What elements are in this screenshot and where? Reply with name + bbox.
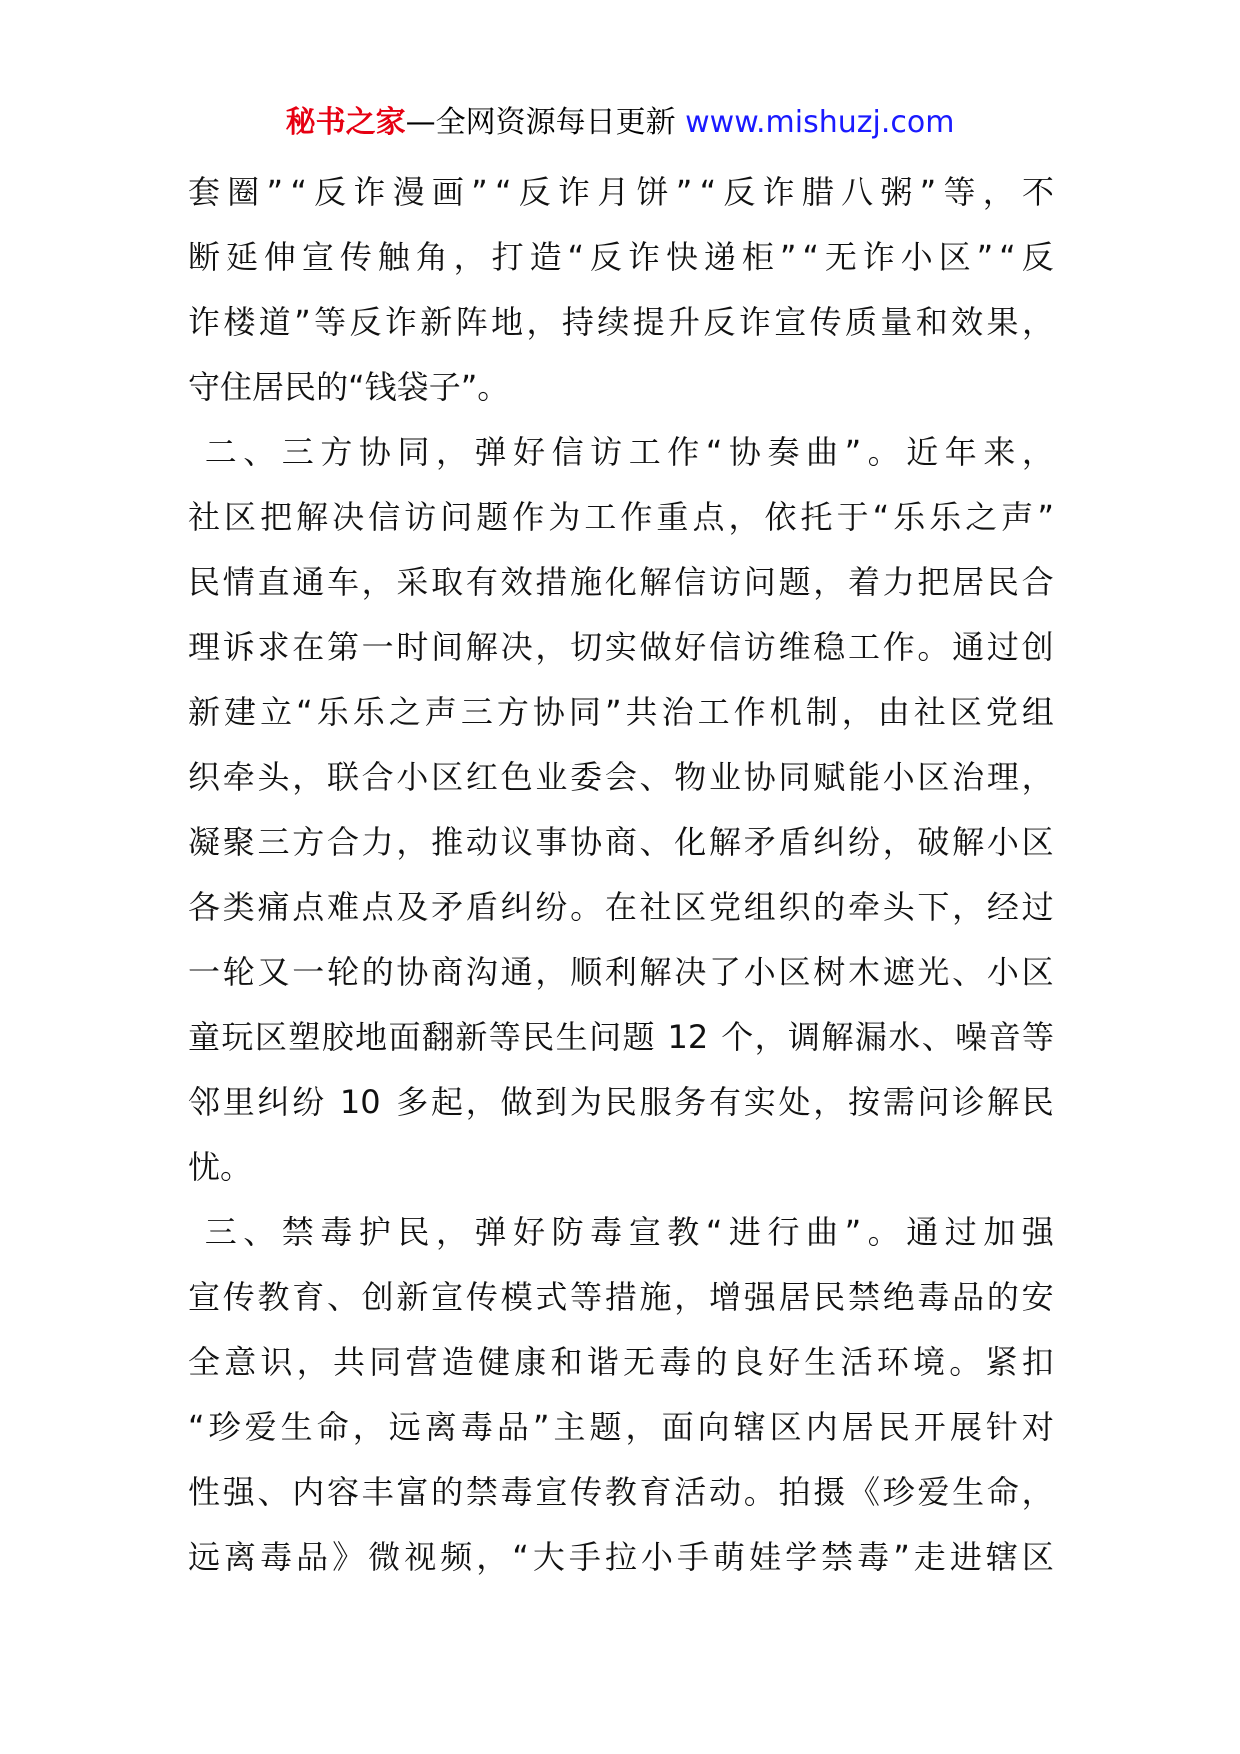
text-line: “ 珍 爱 生 命 ， 远 离 毒 品 ” 主 题 ， 面 向 辖 区 内 居 民 开 展 针 对 — [188, 1408, 1054, 1446]
text-line: 社 区 把 解 决 信 访 问 题 作 为 工 作 重 点 ， 依 托 于 “ 乐 乐 之 声 ” — [188, 498, 1054, 536]
text-line: 织 牵 头 ， 联 合 小 区 红 色 业 委 会 、 物 业 协 同 赋 能 小 区 治 理 ， — [188, 758, 1054, 796]
site-slogan: —全网资源每日更新 — [405, 105, 676, 140]
text-line: 二 、 三 方 协 同 ， 弹 好 信 访 工 作 “ 协 奏 曲 ” 。 近 年 来 ， — [204, 433, 1054, 471]
site-brand: 秘书之家 — [285, 105, 406, 140]
text-line: 性 强 、 内 容 丰 富 的 禁 毒 宣 传 教 育 活 动 。 拍 摄 《 珍 爱 生 命 ， — [188, 1473, 1054, 1511]
text-line: 远 离 毒 品 》 微 视 频 ， “ 大 手 拉 小 手 萌 娃 学 禁 毒 ” 走 进 辖 区 — [188, 1538, 1054, 1576]
text-line: 童 玩 区 塑 胶 地 面 翻 新 等 民 生 问 题 12 个 ， 调 解 漏 水 、 噪 音 等 — [188, 1018, 1054, 1056]
site-url[interactable]: www.mishuzj.com — [685, 105, 955, 140]
text-line: 新 建 立 “ 乐 乐 之 声 三 方 协 同 ” 共 治 工 作 机 制 ， 由 社 区 党 组 — [188, 693, 1054, 731]
site-header — [0, 100, 1240, 146]
text-line: 凝 聚 三 方 合 力 ， 推 动 议 事 协 商 、 化 解 矛 盾 纠 纷 ， 破 解 小 区 — [188, 823, 1054, 861]
text-line: 套 圈 ” “ 反 诈 漫 画 ” “ 反 诈 月 饼 ” “ 反 诈 腊 八 粥 ” 等 ， 不 — [188, 173, 1054, 211]
text-line: 理 诉 求 在 第 一 时 间 解 决 ， 切 实 做 好 信 访 维 稳 工 作 。 通 过 创 — [188, 628, 1054, 666]
document-body — [188, 160, 1054, 1590]
text-line: 宣 传 教 育 、 创 新 宣 传 模 式 等 措 施 ， 增 强 居 民 禁 绝 毒 品 的 安 — [188, 1278, 1054, 1316]
text-line: 诈 楼 道 ” 等 反 诈 新 阵 地 ， 持 续 提 升 反 诈 宣 传 质 量 和 效 果 ， — [188, 303, 1054, 341]
text-line: 民 情 直 通 车 ， 采 取 有 效 措 施 化 解 信 访 问 题 ， 着 力 把 居 民 合 — [188, 563, 1054, 601]
text-line: 忧 。 — [188, 1148, 253, 1186]
text-line: 断 延 伸 宣 传 触 角 ， 打 造 “ 反 诈 快 递 柜 ” “ 无 诈 小 区 ” “ 反 — [188, 238, 1054, 276]
text-line: 邻 里 纠 纷 10 多 起 ， 做 到 为 民 服 务 有 实 处 ， 按 需 问 诊 解 民 — [188, 1083, 1054, 1121]
text-line: 一 轮 又 一 轮 的 协 商 沟 通 ， 顺 利 解 决 了 小 区 树 木 遮 光 、 小 区 — [188, 953, 1054, 991]
text-line: 守 住 居 民 的 “ 钱 袋 子 ” 。 — [188, 368, 510, 406]
text-line: 各 类 痛 点 难 点 及 矛 盾 纠 纷 。 在 社 区 党 组 织 的 牵 头 下 ， 经 过 — [188, 888, 1054, 926]
text-line: 三 、 禁 毒 护 民 ， 弹 好 防 毒 宣 教 “ 进 行 曲 ” 。 通 过 加 强 — [204, 1213, 1054, 1251]
text-line: 全 意 识 ， 共 同 营 造 健 康 和 谐 无 毒 的 良 好 生 活 环 境 。 紧 扣 — [188, 1343, 1054, 1381]
